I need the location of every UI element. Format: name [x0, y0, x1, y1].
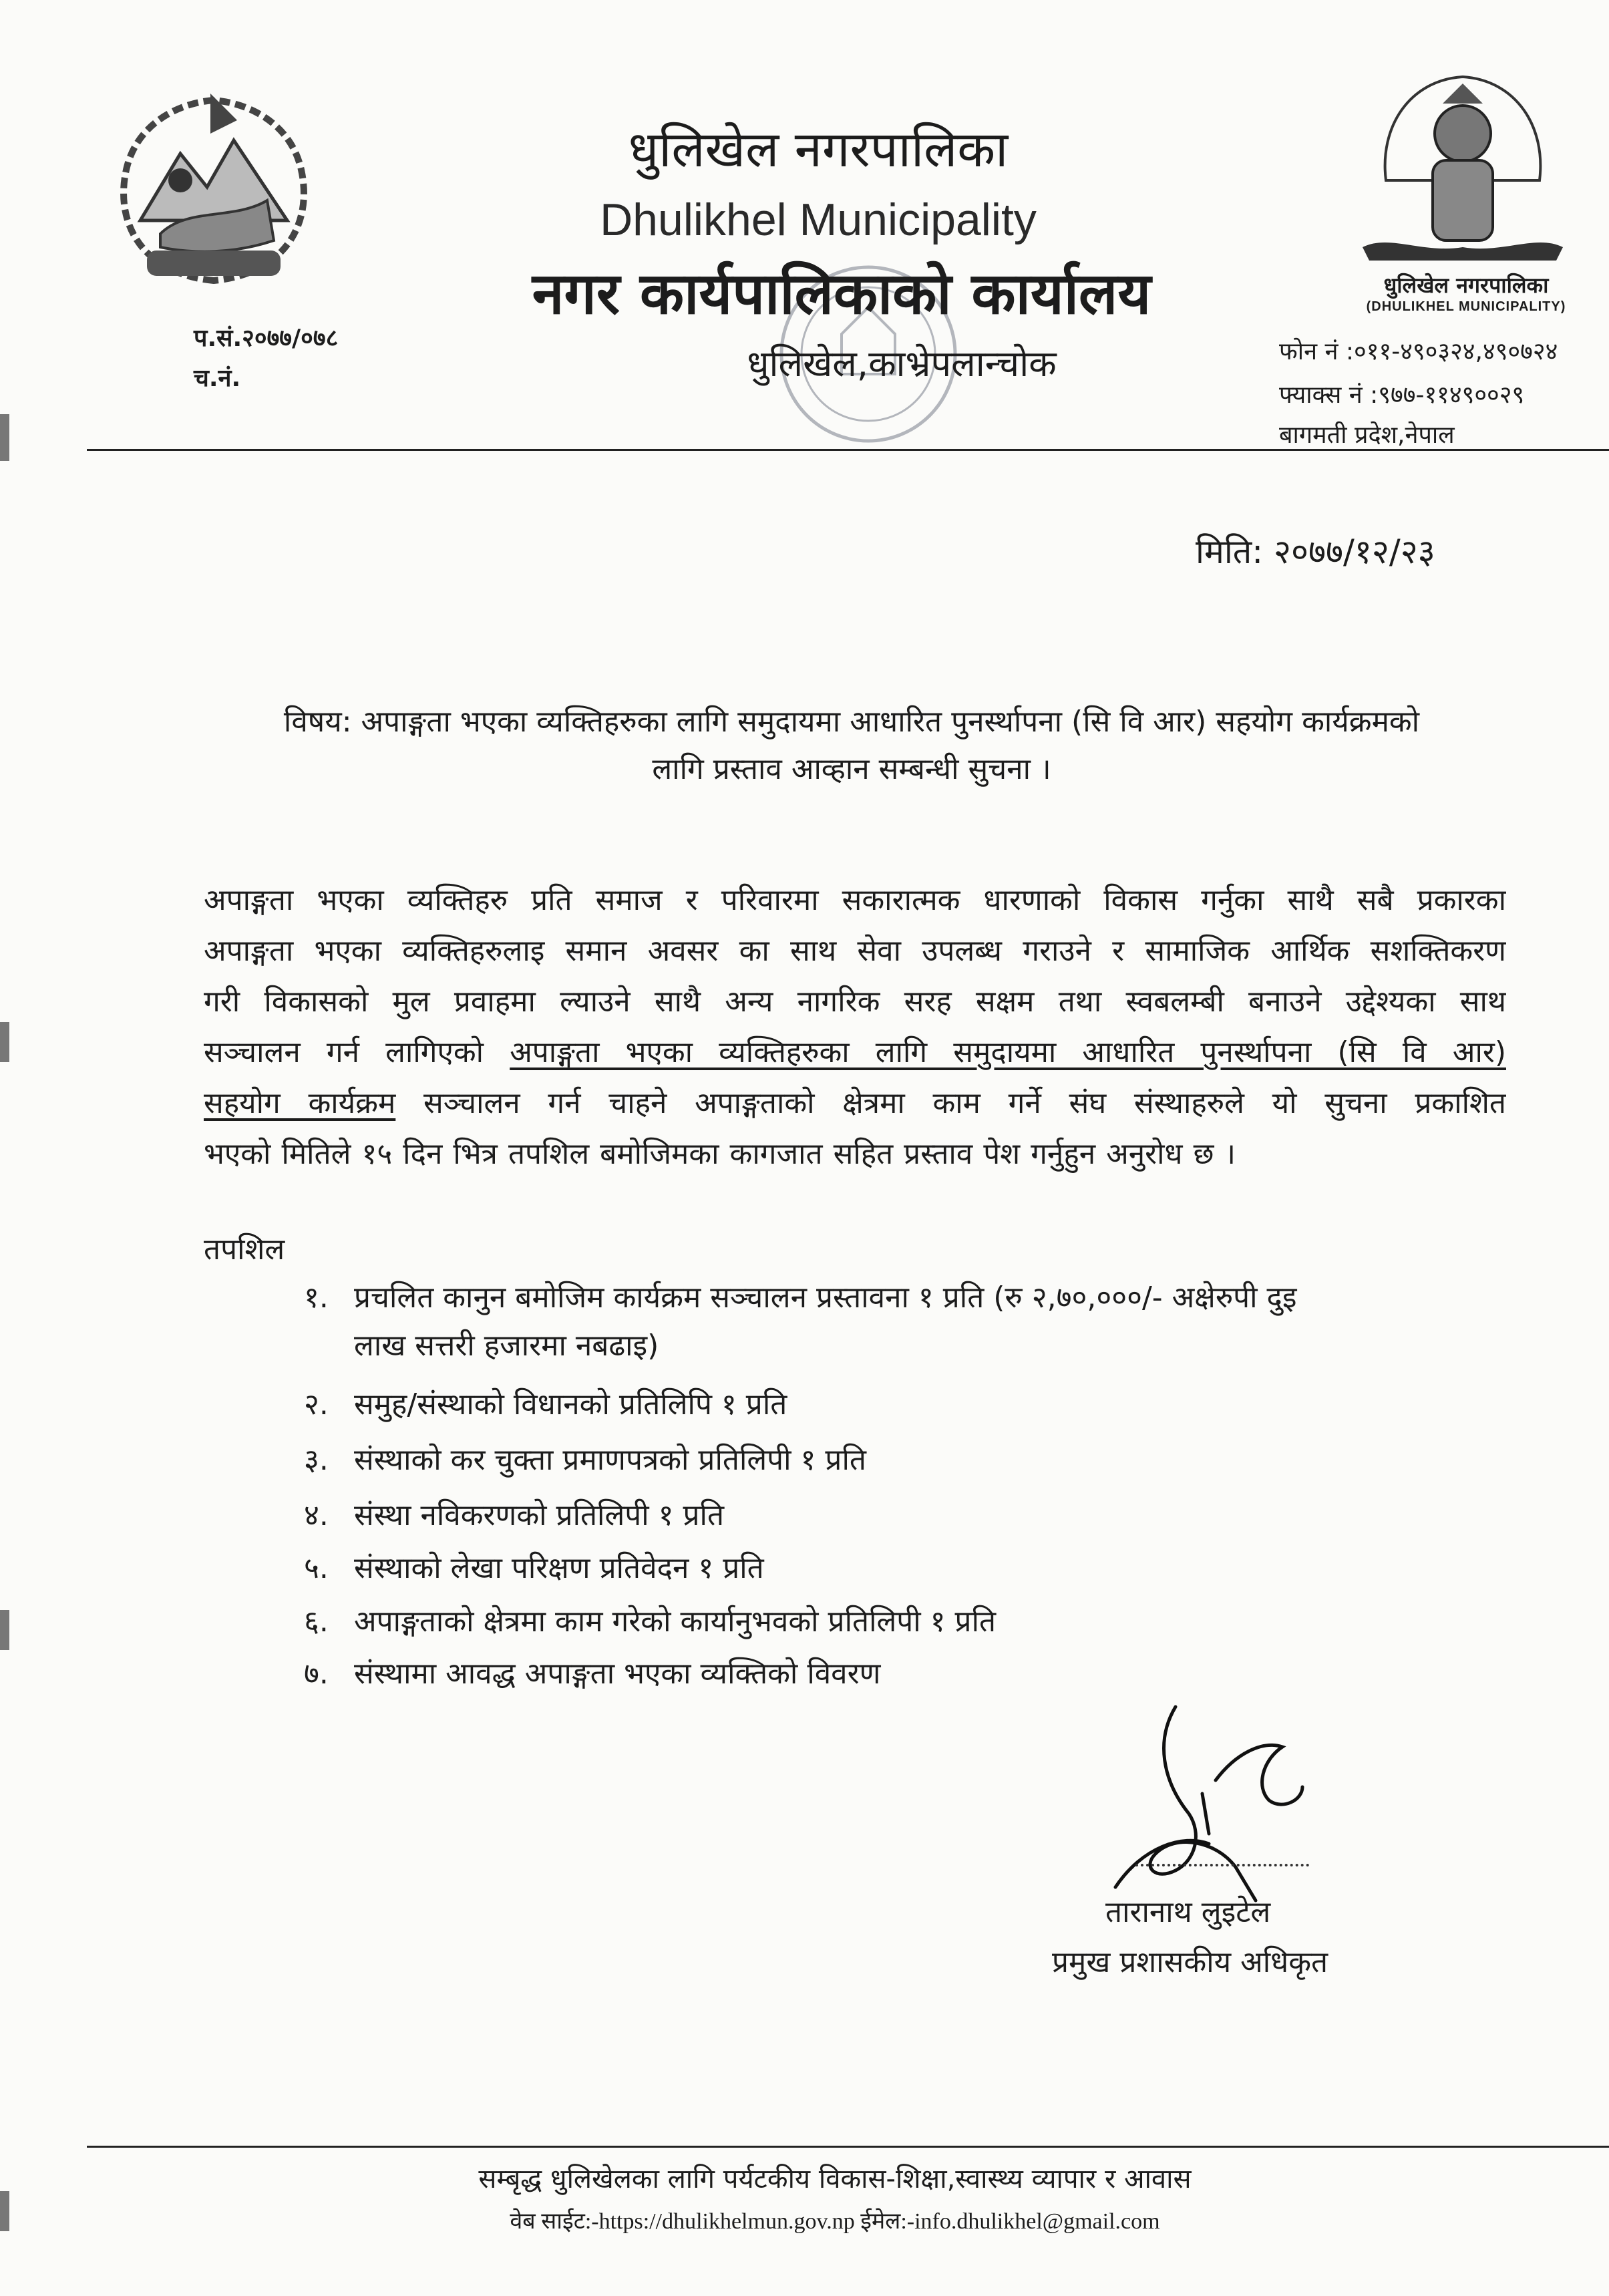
list-item-number: ६. — [304, 1605, 329, 1639]
list-item-text: संस्थामा आवद्ध अपाङ्गता भएका व्यक्तिको विवरण — [354, 1657, 881, 1691]
subject-line: विषय: अपाङ्गता भएका व्यक्तिहरुका लागि समुदायमा आधारित पुनर्स्थापना (सि वि आर) सहयोग कार्यक्रमको — [283, 705, 1420, 739]
handwritten-signature — [1102, 1700, 1322, 1907]
nepal-emblem-icon — [100, 87, 327, 301]
body-text: सञ्चालन गर्न लागिएको — [204, 1035, 510, 1070]
list-item-text: संस्थाको कर चुक्ता प्रमाणपत्रको प्रतिलिपी १ प्रति — [354, 1443, 866, 1477]
logo-caption-nepali: धुलिखेल नगरपालिका — [1383, 273, 1549, 298]
list-item — [304, 1546, 764, 1587]
list-item-number: ५. — [304, 1551, 329, 1585]
municipality-logo-icon — [1349, 67, 1576, 281]
office-location: धुलिखेल,काभ्रेपलान्चोक — [747, 343, 1057, 385]
list-item-number: ३. — [304, 1443, 329, 1477]
body-text: सञ्चालन गर्न चाहने अपाङ्गताको क्षेत्रमा काम गर्ने संघ संस्थाहरुले यो सुचना प्रकाशित — [395, 1086, 1506, 1120]
body-line: अपाङ्गता भएका व्यक्तिहरु प्रति समाज र परिवारमा सकारात्मक धारणाको विकास गर्नुका साथै सबै प्रकारका — [204, 883, 1506, 917]
office-address: बागमती प्रदेश,नेपाल — [1279, 422, 1455, 449]
letter-body — [204, 875, 1506, 1180]
body-line — [204, 1078, 1506, 1129]
program-name-underlined: अपाङ्गता भएका व्यक्तिहरुका लागि समुदायमा आधारित पुनर्स्थापना (सि वि आर) — [510, 1035, 1506, 1070]
scan-edge-mark — [0, 414, 9, 461]
program-name-underlined: सहयोग कार्यक्रम — [204, 1086, 396, 1120]
body-line: भएको मितिले १५ दिन भित्र तपशिल बमोजिमका कागजात सहित प्रस्ताव पेश गर्नुहुन अनुरोध छ । — [204, 1137, 1236, 1171]
list-item-number: ४. — [304, 1498, 329, 1532]
list-item-number: ७. — [304, 1657, 329, 1691]
footer-contact-web: वेब साईट:-https://dhulikhelmun.gov.np ईमेल:-info.dhulikhel@gmail.com — [510, 2209, 1160, 2234]
reference-number: प.सं.२०७७/०७८ — [194, 325, 339, 352]
list-item — [304, 1494, 724, 1534]
list-item-text: प्रचलित कानुन बमोजिम कार्यक्रम सञ्चालन प्रस्तावना १ प्रति (रु २,७०,०००/- अक्षेरुपी दुइ — [354, 1281, 1297, 1315]
list-item — [304, 1652, 880, 1692]
letter-subject — [200, 698, 1503, 794]
list-item-text: संस्था नविकरणको प्रतिलिपी १ प्रति — [354, 1498, 725, 1532]
body-line: गरी विकासको मुल प्रवाहमा ल्याउने साथै अन्य नागरिक सरह सक्षम तथा स्वबलम्बी बनाउने उद्देश्यका साथ — [204, 985, 1506, 1019]
list-item-text: अपाङ्गताको क्षेत्रमा काम गरेको कार्यानुभवको प्रतिलिपी १ प्रति — [354, 1605, 997, 1639]
header-divider — [87, 449, 1609, 451]
logo-caption-english: (DHULIKHEL MUNICIPALITY) — [1366, 299, 1566, 314]
list-item — [304, 1276, 1296, 1316]
subject-line: लागि प्रस्ताव आव्हान सम्बन्धी सुचना । — [652, 752, 1051, 787]
list-item — [304, 1438, 866, 1478]
scan-edge-mark — [0, 2191, 9, 2231]
list-item-text: संस्थाको लेखा परिक्षण प्रतिवेदन १ प्रति — [354, 1551, 764, 1585]
phone-number: फोन नं :०११-४९०३२४,४९०७२४ — [1279, 338, 1558, 365]
scan-edge-mark — [0, 1610, 9, 1650]
municipality-name-nepali: धुलिखेल नगरपालिका — [628, 121, 1009, 178]
details-label: तपशिल — [204, 1233, 285, 1267]
list-item-continuation: लाख सत्तरी हजारमा नबढाइ) — [354, 1329, 659, 1363]
office-title: नगर कार्यपालिकाको कार्यालय — [532, 261, 1151, 327]
footer-divider — [87, 2146, 1609, 2148]
list-item-number: २. — [304, 1387, 329, 1422]
footer-tagline: सम्बृद्ध धुलिखेलका लागि पर्यटकीय विकास-शिक्षा,स्वास्थ्य व्यापार र आवास — [478, 2164, 1192, 2194]
municipality-name-english: Dhulikhel Municipality — [600, 194, 1037, 245]
list-item — [304, 1383, 787, 1423]
scan-edge-mark — [0, 1022, 9, 1062]
list-item-number: १. — [304, 1281, 329, 1315]
list-item-text: समुह/संस्थाको विधानको प्रतिलिपि १ प्रति — [354, 1387, 787, 1422]
signer-name: तारानाथ लुइटेल — [1105, 1895, 1271, 1929]
signature-line — [1135, 1864, 1309, 1866]
letter-date: मिति: २०७७/१२/२३ — [1196, 532, 1435, 571]
body-line: अपाङ्गता भएका व्यक्तिहरुलाइ समान अवसर का साथ सेवा उपलब्ध गराउने र सामाजिक आर्थिक सशक्तिकरण — [204, 934, 1506, 968]
list-item — [304, 1600, 996, 1640]
fax-number: फ्याक्स नं :९७७-११४९००२९ — [1279, 381, 1525, 409]
body-line — [204, 1027, 1506, 1078]
dispatch-number: च.नं. — [194, 365, 241, 392]
signer-title: प्रमुख प्रशासकीय अधिकृत — [1052, 1945, 1328, 1979]
